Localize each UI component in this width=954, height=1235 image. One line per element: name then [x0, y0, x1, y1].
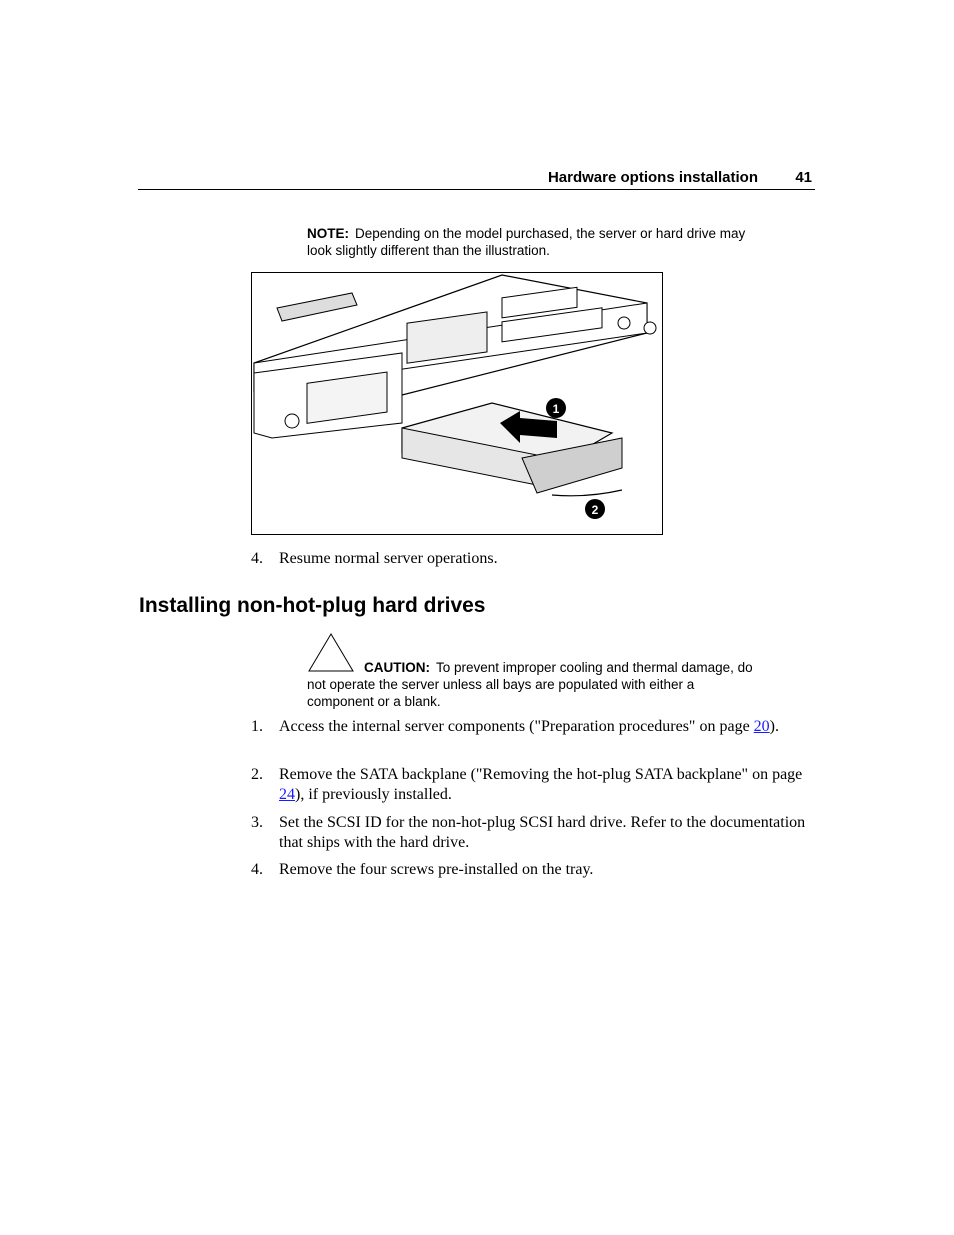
step-text: Set the SCSI ID for the non-hot-plug SCSI hard drive. Refer to the documentation that ships with the hard drive. — [279, 814, 806, 851]
resume-step-number: 4. — [251, 550, 263, 567]
callout-2: 2 — [591, 503, 599, 517]
section-heading: Installing non-hot-plug hard drives — [139, 594, 486, 617]
caution-label: CAUTION: — [364, 660, 430, 675]
note-text: Depending on the model purchased, the server or hard drive may look slightly different than the illustration. — [307, 226, 746, 258]
resume-step — [251, 549, 815, 569]
list-item — [251, 765, 815, 805]
callout-1: 1 — [552, 402, 560, 416]
caution-block — [307, 659, 757, 710]
step-number: 3. — [251, 814, 263, 831]
note-label: NOTE: — [307, 226, 349, 241]
running-header — [138, 168, 815, 190]
note-block — [307, 225, 747, 259]
caution-text: To prevent improper cooling and thermal damage, do not operate the server unless all bays are populated with either a component or a blank. — [307, 660, 753, 709]
list-item — [251, 717, 815, 757]
page-link-24[interactable]: 24 — [279, 786, 295, 803]
page-link-20[interactable]: 20 — [753, 718, 770, 735]
step-number: 1. — [251, 718, 263, 735]
list-item — [251, 860, 815, 880]
resume-step-text: Resume normal server operations. — [279, 550, 498, 567]
step-number: 2. — [251, 766, 263, 783]
illustration-drawing — [252, 273, 662, 534]
step-text: Remove the four screws pre-installed on the tray. — [279, 861, 594, 878]
list-item — [251, 813, 815, 853]
step-text: Remove the SATA backplane ("Removing the hot-plug SATA backplane" on page 24), if previously installed. — [279, 766, 803, 803]
header-page-number: 41 — [795, 169, 812, 186]
header-section-title: Hardware options installation — [547, 169, 758, 186]
step-text: Access the internal server components ("Preparation procedures" on page 20). — [279, 718, 779, 735]
step-number: 4. — [251, 861, 263, 878]
server-drive-illustration — [251, 272, 663, 535]
